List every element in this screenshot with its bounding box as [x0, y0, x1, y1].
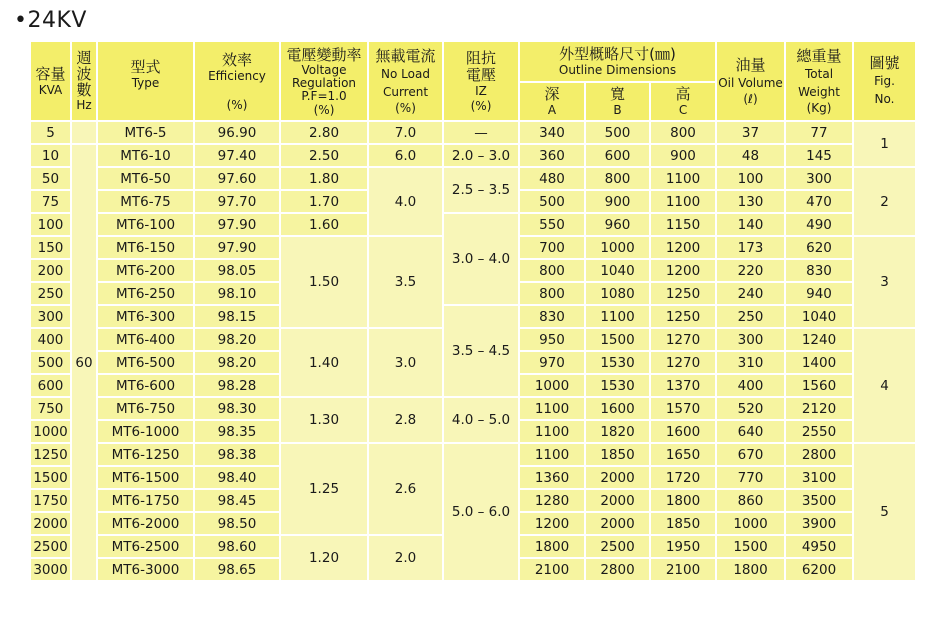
cell-oil: 240 — [716, 282, 785, 305]
cell-dim-a: 550 — [519, 213, 585, 236]
cell-kva: 1500 — [30, 466, 71, 489]
cell-type: MT6-400 — [97, 328, 194, 351]
cell-dim-c: 1250 — [650, 305, 716, 328]
cell-dim-a: 700 — [519, 236, 585, 259]
cell-oil: 770 — [716, 466, 785, 489]
cell-oil: 140 — [716, 213, 785, 236]
cell-dim-b: 2000 — [585, 466, 650, 489]
cell-type: MT6-1750 — [97, 489, 194, 512]
cell-dim-b: 1530 — [585, 374, 650, 397]
cell-weight: 1560 — [785, 374, 853, 397]
cell-noload: 6.0 — [368, 144, 443, 167]
cell-weight: 3900 — [785, 512, 853, 535]
cell-dim-b: 1500 — [585, 328, 650, 351]
cell-dim-b: 1100 — [585, 305, 650, 328]
cell-type: MT6-600 — [97, 374, 194, 397]
cell-oil: 860 — [716, 489, 785, 512]
header-weight: 總重量 Total Weight (Kg) — [785, 41, 853, 121]
cell-impedance: 3.5 – 4.5 — [443, 305, 519, 397]
cell-noload: 3.5 — [368, 236, 443, 328]
cell-regulation: 2.50 — [280, 144, 368, 167]
cell-dim-a: 1100 — [519, 397, 585, 420]
cell-fig: 1 — [853, 121, 916, 167]
cell-type: MT6-50 — [97, 167, 194, 190]
cell-noload: 2.6 — [368, 443, 443, 535]
cell-kva: 1750 — [30, 489, 71, 512]
cell-efficiency: 98.60 — [194, 535, 280, 558]
cell-dim-b: 960 — [585, 213, 650, 236]
cell-dim-a: 1280 — [519, 489, 585, 512]
header-row — [30, 41, 916, 82]
cell-dim-a: 1000 — [519, 374, 585, 397]
cell-type: MT6-2500 — [97, 535, 194, 558]
cell-dim-c: 1100 — [650, 167, 716, 190]
cell-weight: 1040 — [785, 305, 853, 328]
cell-type: MT6-300 — [97, 305, 194, 328]
cell-type: MT6-750 — [97, 397, 194, 420]
cell-efficiency: 97.90 — [194, 213, 280, 236]
cell-type: MT6-2000 — [97, 512, 194, 535]
header-dim-b: 寬 B — [585, 82, 650, 121]
cell-type: MT6-150 — [97, 236, 194, 259]
table-row — [30, 167, 916, 190]
spec-table-body — [30, 121, 916, 581]
cell-dim-c: 1570 — [650, 397, 716, 420]
cell-kva: 200 — [30, 259, 71, 282]
cell-efficiency: 97.60 — [194, 167, 280, 190]
cell-fig: 2 — [853, 167, 916, 236]
header-capacity: 容量 KVA — [30, 41, 71, 121]
cell-oil: 173 — [716, 236, 785, 259]
cell-weight: 2550 — [785, 420, 853, 443]
cell-dim-c: 1270 — [650, 328, 716, 351]
cell-kva: 1250 — [30, 443, 71, 466]
cell-regulation: 1.60 — [280, 213, 368, 236]
cell-kva: 400 — [30, 328, 71, 351]
header-dim-a: 深 A — [519, 82, 585, 121]
cell-noload: 7.0 — [368, 121, 443, 144]
cell-regulation: 1.50 — [280, 236, 368, 328]
cell-regulation: 1.40 — [280, 328, 368, 397]
cell-oil: 670 — [716, 443, 785, 466]
cell-oil: 520 — [716, 397, 785, 420]
cell-kva: 10 — [30, 144, 71, 167]
header-type: 型式 Type — [97, 41, 194, 121]
cell-dim-a: 1360 — [519, 466, 585, 489]
cell-fig: 5 — [853, 443, 916, 581]
cell-oil: 310 — [716, 351, 785, 374]
cell-dim-c: 1150 — [650, 213, 716, 236]
cell-oil: 1000 — [716, 512, 785, 535]
cell-weight: 300 — [785, 167, 853, 190]
cell-dim-c: 1370 — [650, 374, 716, 397]
header-fig: 圖號 Fig. No. — [853, 41, 916, 121]
cell-dim-c: 1270 — [650, 351, 716, 374]
cell-weight: 830 — [785, 259, 853, 282]
cell-dim-c: 1200 — [650, 259, 716, 282]
cell-kva: 75 — [30, 190, 71, 213]
cell-type: MT6-1000 — [97, 420, 194, 443]
cell-oil: 48 — [716, 144, 785, 167]
cell-dim-c: 900 — [650, 144, 716, 167]
cell-kva: 150 — [30, 236, 71, 259]
cell-efficiency: 97.90 — [194, 236, 280, 259]
table-row — [30, 121, 916, 144]
header-efficiency: 效率 Efficiency (%) — [194, 41, 280, 121]
cell-dim-c: 1950 — [650, 535, 716, 558]
cell-kva: 250 — [30, 282, 71, 305]
cell-dim-b: 600 — [585, 144, 650, 167]
cell-oil: 640 — [716, 420, 785, 443]
cell-noload: 2.0 — [368, 535, 443, 581]
cell-dim-c: 1250 — [650, 282, 716, 305]
cell-kva: 1000 — [30, 420, 71, 443]
cell-dim-a: 480 — [519, 167, 585, 190]
cell-dim-b: 2500 — [585, 535, 650, 558]
cell-efficiency: 98.10 — [194, 282, 280, 305]
cell-dim-b: 500 — [585, 121, 650, 144]
cell-dim-b: 900 — [585, 190, 650, 213]
table-row — [30, 305, 916, 328]
cell-efficiency: 97.70 — [194, 190, 280, 213]
cell-dim-a: 800 — [519, 282, 585, 305]
cell-regulation: 1.30 — [280, 397, 368, 443]
cell-dim-c: 1850 — [650, 512, 716, 535]
cell-dim-c: 2100 — [650, 558, 716, 581]
cell-oil: 1800 — [716, 558, 785, 581]
cell-weight: 2800 — [785, 443, 853, 466]
cell-dim-c: 1100 — [650, 190, 716, 213]
cell-type: MT6-5 — [97, 121, 194, 144]
cell-dim-a: 830 — [519, 305, 585, 328]
cell-regulation: 1.20 — [280, 535, 368, 581]
cell-type: MT6-1250 — [97, 443, 194, 466]
header-noload: 無載電流 No Load Current (%) — [368, 41, 443, 121]
cell-dim-c: 1720 — [650, 466, 716, 489]
cell-efficiency: 98.38 — [194, 443, 280, 466]
cell-efficiency: 98.20 — [194, 351, 280, 374]
header-outline: 外型概略尺寸(㎜) Outline Dimensions — [519, 41, 716, 82]
table-row — [30, 443, 916, 466]
cell-noload: 3.0 — [368, 328, 443, 397]
cell-efficiency: 98.05 — [194, 259, 280, 282]
cell-oil: 1500 — [716, 535, 785, 558]
cell-efficiency: 98.45 — [194, 489, 280, 512]
cell-dim-b: 1080 — [585, 282, 650, 305]
cell-kva: 50 — [30, 167, 71, 190]
cell-impedance: 5.0 – 6.0 — [443, 443, 519, 581]
cell-oil: 130 — [716, 190, 785, 213]
cell-regulation: 1.70 — [280, 190, 368, 213]
cell-dim-b: 2800 — [585, 558, 650, 581]
cell-weight: 2120 — [785, 397, 853, 420]
cell-noload: 4.0 — [368, 167, 443, 236]
cell-type: MT6-500 — [97, 351, 194, 374]
cell-impedance: 3.0 – 4.0 — [443, 213, 519, 305]
cell-dim-b: 1000 — [585, 236, 650, 259]
cell-weight: 940 — [785, 282, 853, 305]
cell-dim-c: 800 — [650, 121, 716, 144]
cell-impedance: 2.0 – 3.0 — [443, 144, 519, 167]
cell-dim-b: 2000 — [585, 512, 650, 535]
cell-weight: 145 — [785, 144, 853, 167]
page-title: •24KV — [14, 8, 87, 33]
cell-efficiency: 98.15 — [194, 305, 280, 328]
cell-weight: 490 — [785, 213, 853, 236]
cell-fig: 3 — [853, 236, 916, 328]
cell-frequency: 60 — [71, 144, 97, 581]
cell-dim-a: 1100 — [519, 420, 585, 443]
cell-dim-b: 1850 — [585, 443, 650, 466]
cell-dim-c: 1600 — [650, 420, 716, 443]
cell-oil: 250 — [716, 305, 785, 328]
cell-dim-a: 950 — [519, 328, 585, 351]
cell-efficiency: 98.50 — [194, 512, 280, 535]
cell-kva: 500 — [30, 351, 71, 374]
cell-kva: 750 — [30, 397, 71, 420]
cell-fig: 4 — [853, 328, 916, 443]
cell-type: MT6-250 — [97, 282, 194, 305]
cell-dim-a: 970 — [519, 351, 585, 374]
cell-dim-a: 1800 — [519, 535, 585, 558]
cell-oil: 400 — [716, 374, 785, 397]
cell-kva: 2000 — [30, 512, 71, 535]
cell-kva: 2500 — [30, 535, 71, 558]
table-row — [30, 213, 916, 236]
cell-efficiency: 98.28 — [194, 374, 280, 397]
cell-dim-b: 1820 — [585, 420, 650, 443]
cell-dim-b: 1530 — [585, 351, 650, 374]
cell-weight: 77 — [785, 121, 853, 144]
cell-weight: 1400 — [785, 351, 853, 374]
cell-dim-a: 2100 — [519, 558, 585, 581]
header-oil: 油量 Oil Volume (ℓ) — [716, 41, 785, 121]
cell-kva: 600 — [30, 374, 71, 397]
cell-dim-a: 360 — [519, 144, 585, 167]
cell-type: MT6-100 — [97, 213, 194, 236]
cell-regulation: 1.25 — [280, 443, 368, 535]
cell-kva: 5 — [30, 121, 71, 144]
cell-type: MT6-200 — [97, 259, 194, 282]
cell-type: MT6-3000 — [97, 558, 194, 581]
cell-weight: 4950 — [785, 535, 853, 558]
cell-weight: 1240 — [785, 328, 853, 351]
cell-type: MT6-1500 — [97, 466, 194, 489]
cell-dim-c: 1650 — [650, 443, 716, 466]
cell-dim-a: 800 — [519, 259, 585, 282]
cell-type: MT6-10 — [97, 144, 194, 167]
cell-oil: 100 — [716, 167, 785, 190]
header-regulation: 電壓變動率 Voltage Regulation P.F=1.0 (%) — [280, 41, 368, 121]
cell-regulation: 1.80 — [280, 167, 368, 190]
cell-weight: 470 — [785, 190, 853, 213]
table-row — [30, 144, 916, 167]
cell-oil: 300 — [716, 328, 785, 351]
cell-dim-b: 1600 — [585, 397, 650, 420]
cell-weight: 620 — [785, 236, 853, 259]
cell-type: MT6-75 — [97, 190, 194, 213]
cell-dim-c: 1200 — [650, 236, 716, 259]
cell-dim-a: 340 — [519, 121, 585, 144]
cell-efficiency: 98.20 — [194, 328, 280, 351]
cell-oil: 220 — [716, 259, 785, 282]
cell-kva: 300 — [30, 305, 71, 328]
cell-impedance: — — [443, 121, 519, 144]
header-impedance: 阻抗電壓 IZ (%) — [443, 41, 519, 121]
cell-weight: 6200 — [785, 558, 853, 581]
cell-efficiency: 98.40 — [194, 466, 280, 489]
cell-dim-a: 1100 — [519, 443, 585, 466]
table-row — [30, 397, 916, 420]
cell-regulation: 2.80 — [280, 121, 368, 144]
cell-impedance: 4.0 – 5.0 — [443, 397, 519, 443]
header-frequency: 週波數 Hz — [71, 41, 97, 121]
cell-kva: 100 — [30, 213, 71, 236]
header-dim-c: 高 C — [650, 82, 716, 121]
cell-oil: 37 — [716, 121, 785, 144]
cell-weight: 3500 — [785, 489, 853, 512]
cell-dim-b: 1040 — [585, 259, 650, 282]
cell-dim-c: 1800 — [650, 489, 716, 512]
cell-efficiency: 96.90 — [194, 121, 280, 144]
cell-efficiency: 97.40 — [194, 144, 280, 167]
cell-kva: 3000 — [30, 558, 71, 581]
cell-dim-b: 800 — [585, 167, 650, 190]
spec-table-container — [29, 40, 915, 582]
spec-table — [29, 40, 917, 582]
cell-dim-b: 2000 — [585, 489, 650, 512]
cell-frequency-blank — [71, 121, 97, 144]
cell-noload: 2.8 — [368, 397, 443, 443]
cell-efficiency: 98.35 — [194, 420, 280, 443]
cell-dim-a: 500 — [519, 190, 585, 213]
cell-efficiency: 98.65 — [194, 558, 280, 581]
cell-efficiency: 98.30 — [194, 397, 280, 420]
cell-weight: 3100 — [785, 466, 853, 489]
cell-dim-a: 1200 — [519, 512, 585, 535]
cell-impedance: 2.5 – 3.5 — [443, 167, 519, 213]
